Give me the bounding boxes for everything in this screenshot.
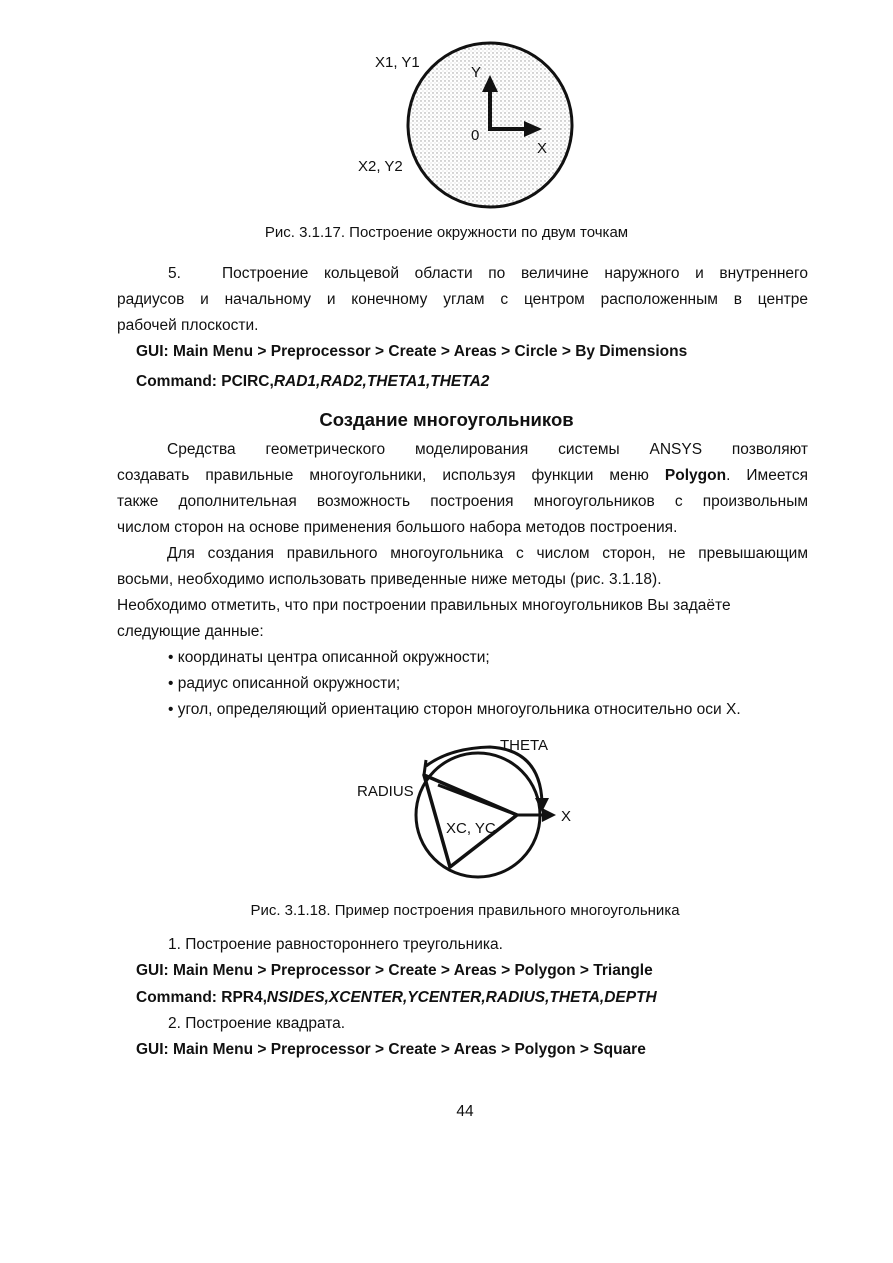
theta-arrowhead <box>535 798 549 812</box>
label-x: X <box>561 808 572 825</box>
theta-start-tick <box>424 760 426 775</box>
label-x2y2: X2, Y2 <box>358 158 403 175</box>
command-name: RPR4, <box>221 989 267 1006</box>
gui-label: GUI: <box>136 962 169 979</box>
bullet-text: радиус описанной окружности; <box>177 675 401 692</box>
bullet-item: • угол, определяющий ориентацию сторон многоугольника относительно оси X. <box>168 701 741 718</box>
label-radius: RADIUS <box>357 783 414 800</box>
figure-17-caption: Рис. 3.1.17. Построение окружности по двум точкам <box>264 224 629 241</box>
para2-line2: восьми, необходимо использовать приведенные ниже методы (рис. 3.1.18). <box>117 571 662 588</box>
command-label: Command: <box>136 373 217 390</box>
label-x1y1: X1, Y1 <box>375 54 420 71</box>
radius-line <box>438 785 517 815</box>
para1-line2 <box>117 463 808 489</box>
bullet-text: угол, определяющий ориентацию сторон многоугольника относительно оси X. <box>177 701 741 718</box>
label-theta: THETA <box>500 737 549 754</box>
label-origin: 0 <box>471 127 480 144</box>
gui-label: GUI: <box>136 343 169 360</box>
item2-title: 2. Построение квадрата. <box>168 1015 346 1032</box>
para1-line4: числом сторон на основе применения большого набора методов построения. <box>117 519 678 536</box>
command-name: PCIRC, <box>221 373 274 390</box>
gui-path-circle <box>136 339 687 365</box>
para3-line1: Необходимо отметить, что при построении правильных многоугольников Вы задаёте <box>117 597 731 614</box>
item1-title: 1. Построение равностороннего треугольника. <box>168 936 503 953</box>
para1-line2-tail: . Имеется <box>726 467 808 484</box>
bullet-item: • радиус описанной окружности; <box>168 675 401 692</box>
para1-line2-text: создавать правильные многоугольники, используя функции меню <box>117 467 649 484</box>
para1-line3: также дополнительная возможность построения многоугольников с произвольным <box>117 493 808 510</box>
para1-line1: Средства геометрического моделирования системы ANSYS позволяют <box>167 441 808 458</box>
figure-18-caption: Рис. 3.1.18. Пример построения правильного многоугольника <box>250 902 680 919</box>
label-x: X <box>537 140 548 157</box>
step5-line2: радиусов и начальному и конечному углам с центром расположенным в центре <box>117 291 808 308</box>
bullet-item: • координаты центра описанной окружности; <box>168 649 490 666</box>
gui-menu-path: Main Menu > Preprocessor > Create > Areas > Circle > By Dimensions <box>173 343 688 360</box>
command-label: Command: <box>136 989 217 1006</box>
gui-menu-path: Main Menu > Preprocessor > Create > Areas > Polygon > Square <box>173 1041 646 1058</box>
section-heading: Создание многоугольников <box>319 409 574 430</box>
gui-path-square <box>136 1037 646 1063</box>
gui-label: GUI: <box>136 1041 169 1058</box>
command-pcirc <box>136 369 489 395</box>
gui-path-triangle <box>136 958 653 984</box>
para3-line2: следующие данные: <box>117 623 264 640</box>
step5-number: 5. <box>168 265 181 282</box>
page-number: 44 <box>456 1103 474 1120</box>
polygon-term: Polygon <box>664 467 727 484</box>
step5-line3: рабочей плоскости. <box>117 317 259 334</box>
label-y: Y <box>471 64 482 81</box>
figure-circle-two-points <box>340 40 590 210</box>
command-args: NSIDES,XCENTER,YCENTER,RADIUS,THETA,DEPTH <box>266 989 657 1006</box>
label-center: XC, YC <box>446 820 496 837</box>
bullet-text: координаты центра описанной окружности; <box>177 649 490 666</box>
command-rpr4 <box>136 985 657 1011</box>
figure-polygon <box>350 730 600 890</box>
command-args: RAD1,RAD2,THETA1,THETA2 <box>273 373 490 390</box>
para2-line1: Для создания правильного многоугольника с числом сторон, не превышающим <box>167 545 808 562</box>
x-arrowhead <box>542 808 556 822</box>
gui-menu-path: Main Menu > Preprocessor > Create > Areas > Polygon > Triangle <box>173 962 653 979</box>
step5-line1: Построение кольцевой области по величине наружного и внутреннего <box>222 265 808 282</box>
